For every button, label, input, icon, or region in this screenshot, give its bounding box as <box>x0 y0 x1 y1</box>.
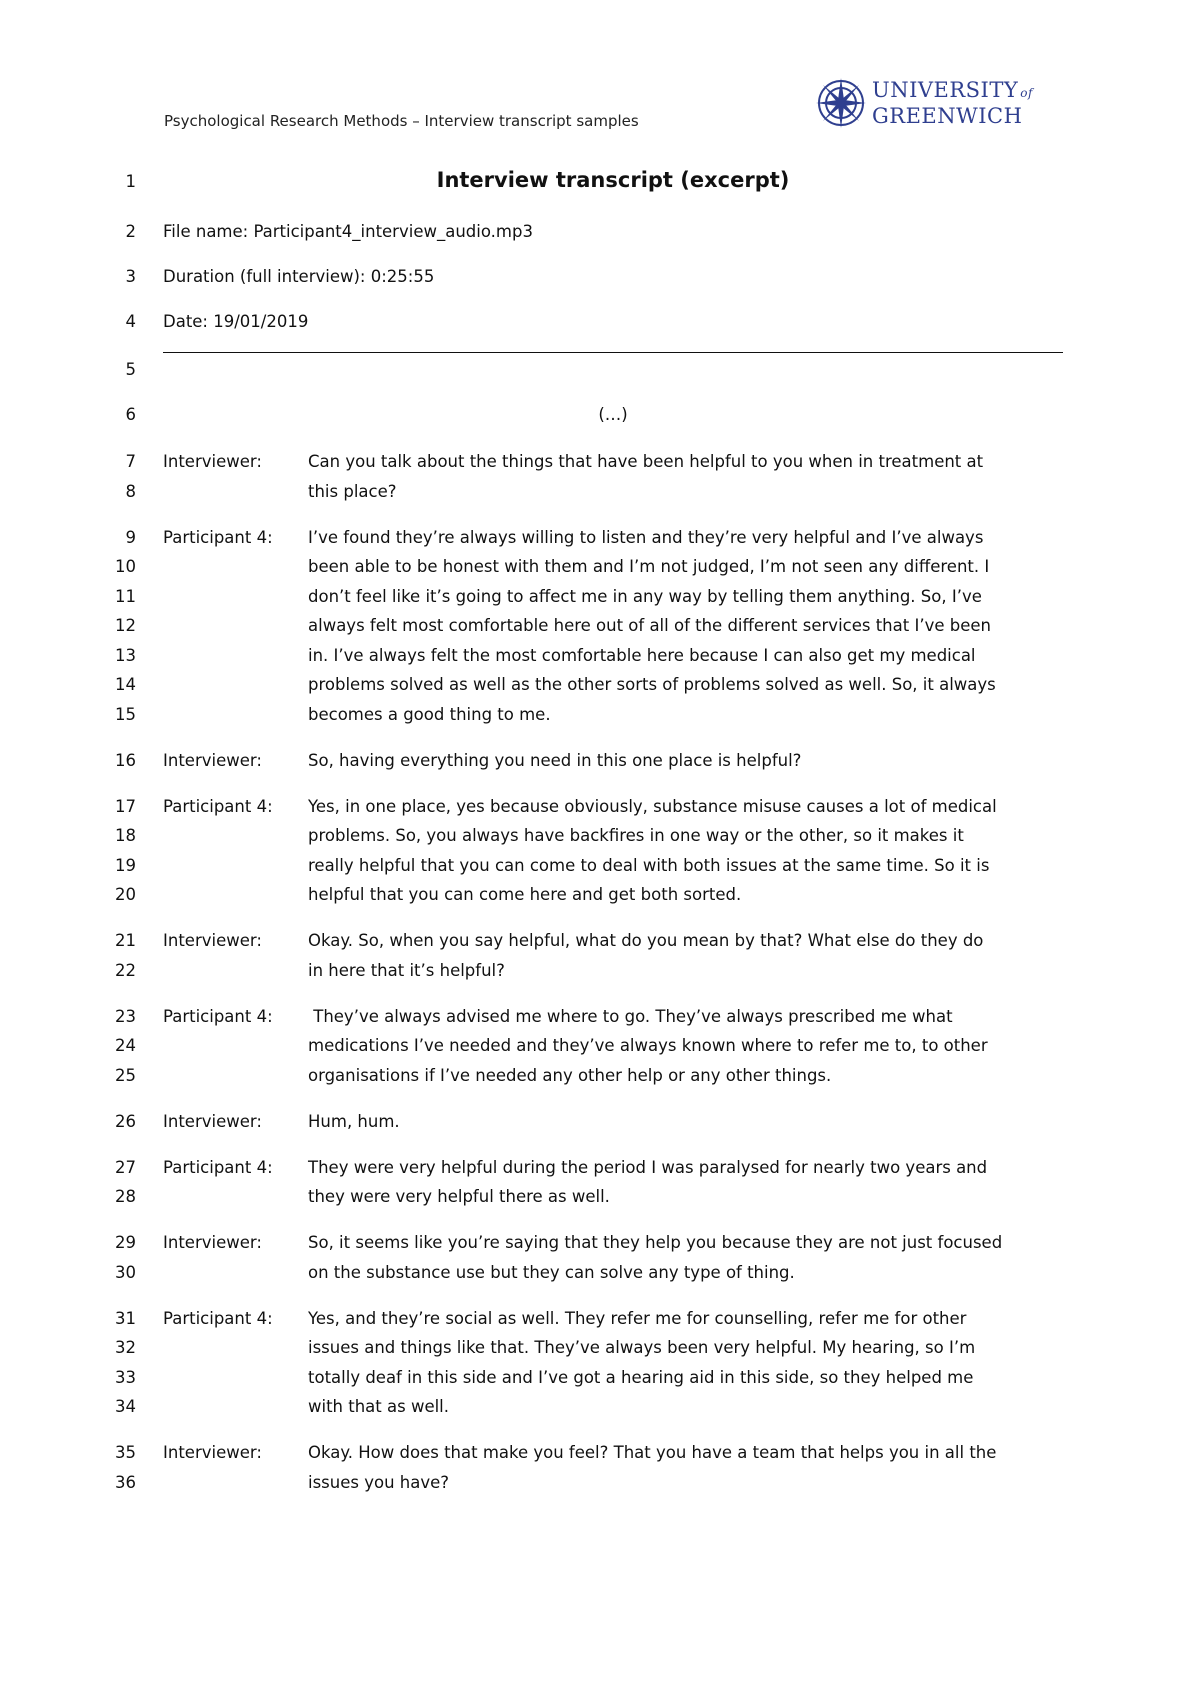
line-number: 36 <box>115 1472 136 1492</box>
speech-line: they were very helpful there as well. <box>308 1187 610 1206</box>
speech-line: Okay. So, when you say helpful, what do you mean by that? What else do they do <box>308 931 984 950</box>
speech-line: So, it seems like you’re saying that they help you because they are not just focused <box>308 1233 1003 1252</box>
line-number: 8 <box>125 481 136 501</box>
line-number: 19 <box>115 855 136 875</box>
interview-date: Date: 19/01/2019 <box>163 312 309 331</box>
speaker-label: Interviewer: <box>163 1111 262 1131</box>
logo-line1: UNIVERSITY <box>872 77 1019 102</box>
speaker-label: Interviewer: <box>163 750 262 770</box>
line-number: 10 <box>115 557 136 576</box>
speech-line: in here that it’s helpful? <box>308 960 505 980</box>
speech-line: Hum, hum. <box>308 1111 400 1131</box>
separator-rule <box>163 352 1063 353</box>
university-logo <box>814 74 1044 132</box>
speech-line: problems. So, you always have backfires in one way or the other, so it makes it <box>308 826 964 845</box>
speech-line: helpful that you can come here and get both sorted. <box>308 885 742 904</box>
line-number: 16 <box>115 750 136 770</box>
speech-text <box>308 931 1068 990</box>
line-number: 20 <box>115 885 136 904</box>
speech-line: don’t feel like it’s going to affect me in any way by telling them anything. So, I’ve <box>308 586 982 606</box>
speech-text <box>308 1309 1068 1427</box>
line-number: 27 <box>115 1157 136 1177</box>
line-number: 7 <box>125 452 136 471</box>
speech-line: So, having everything you need in this one place is helpful? <box>308 750 802 770</box>
speech-text <box>308 797 1068 915</box>
line-number: 31 <box>115 1308 136 1328</box>
line-number: 29 <box>115 1233 136 1252</box>
document-title: Interview transcript (excerpt) <box>436 168 790 192</box>
line-number: 15 <box>115 704 136 724</box>
speech-line: this place? <box>308 481 397 501</box>
speech-text <box>308 1007 1068 1096</box>
speaker-label: Participant 4: <box>163 796 273 816</box>
speaker-label: Interviewer: <box>163 1233 262 1252</box>
line-number: 14 <box>115 675 136 694</box>
speech-line: Can you talk about the things that have been helpful to you when in treatment at <box>308 452 984 471</box>
speech-line: with that as well. <box>308 1397 450 1416</box>
speech-line: Yes, in one place, yes because obviously, substance misuse causes a lot of medical <box>308 796 997 816</box>
line-number: 9 <box>125 527 136 547</box>
compass-rose-crest-icon <box>814 76 868 130</box>
line-number: 32 <box>115 1338 136 1357</box>
line-number: 24 <box>115 1036 136 1055</box>
speech-line: always felt most comfortable here out of all of the different services that I’ve been <box>308 616 991 635</box>
omission-marker: (…) <box>598 405 628 424</box>
speech-line: in. I’ve always felt the most comfortable here because I can also get my medical <box>308 645 976 665</box>
speech-line: really helpful that you can come to deal with both issues at the same time. So it is <box>308 855 990 875</box>
duration: Duration (full interview): 0:25:55 <box>163 267 435 286</box>
line-number: 4 <box>125 312 136 331</box>
speech-line: issues you have? <box>308 1472 450 1492</box>
line-number: 1 <box>125 172 136 191</box>
speaker-label: Interviewer: <box>163 1443 262 1462</box>
speech-line: on the substance use but they can solve any type of thing. <box>308 1262 795 1282</box>
line-number: 33 <box>115 1367 136 1387</box>
speech-line: Yes, and they’re social as well. They refer me for counselling, refer me for other <box>308 1308 967 1328</box>
speech-line: issues and things like that. They’ve always been very helpful. My hearing, so I’m <box>308 1338 976 1357</box>
speaker-label: Participant 4: <box>163 1006 273 1026</box>
speech-line: Okay. How does that make you feel? That you have a team that helps you in all the <box>308 1443 997 1462</box>
logo-wordmark <box>872 79 1033 128</box>
speech-line: problems solved as well as the other sorts of problems solved as well. So, it always <box>308 675 996 694</box>
speaker-label: Participant 4: <box>163 1157 273 1177</box>
speech-text <box>308 1158 1068 1217</box>
line-number: 23 <box>115 1006 136 1026</box>
line-number: 25 <box>115 1065 136 1085</box>
line-number: 34 <box>115 1397 136 1416</box>
line-number: 13 <box>115 645 136 665</box>
speaker-label: Participant 4: <box>163 1308 273 1328</box>
speech-line: totally deaf in this side and I’ve got a hearing aid in this side, so they helped me <box>308 1367 974 1387</box>
line-number: 3 <box>125 267 136 286</box>
speech-line: They were very helpful during the period I was paralysed for nearly two years and <box>308 1157 988 1177</box>
logo-of: of <box>1020 85 1033 100</box>
speech-text <box>308 1443 1068 1502</box>
line-number: 6 <box>125 405 136 424</box>
line-number: 18 <box>115 826 136 845</box>
line-number: 26 <box>115 1111 136 1131</box>
line-number: 22 <box>115 960 136 980</box>
line-number: 11 <box>115 586 136 606</box>
logo-line2: GREENWICH <box>872 103 1023 128</box>
speaker-label: Interviewer: <box>163 931 262 950</box>
speech-text <box>308 1233 1068 1292</box>
speaker-label: Interviewer: <box>163 452 262 471</box>
speech-text <box>308 528 1068 735</box>
line-number: 2 <box>125 222 136 241</box>
line-number: 35 <box>115 1443 136 1462</box>
line-number: 30 <box>115 1262 136 1282</box>
speech-line: They’ve always advised me where to go. They’ve always prescribed me what <box>308 1006 953 1026</box>
file-name: File name: Participant4_interview_audio.mp3 <box>163 222 533 241</box>
line-number: 12 <box>115 616 136 635</box>
speech-line: I’ve found they’re always willing to listen and they’re very helpful and I’ve always <box>308 527 984 547</box>
line-number: 5 <box>125 360 136 379</box>
speech-line: medications I’ve needed and they’ve always known where to refer me to, to other <box>308 1036 988 1055</box>
speech-text <box>308 1112 1068 1142</box>
course-title: Psychological Research Methods – Interview transcript samples <box>164 112 639 130</box>
speech-line: been able to be honest with them and I’m not judged, I’m not seen any different. I <box>308 557 990 576</box>
speech-line: becomes a good thing to me. <box>308 704 551 724</box>
speech-text <box>308 452 1068 511</box>
line-number: 28 <box>115 1187 136 1206</box>
speech-text <box>308 751 1068 781</box>
speaker-label: Participant 4: <box>163 527 273 547</box>
speech-line: organisations if I’ve needed any other help or any other things. <box>308 1065 832 1085</box>
line-number: 17 <box>115 796 136 816</box>
line-number: 21 <box>115 931 136 950</box>
